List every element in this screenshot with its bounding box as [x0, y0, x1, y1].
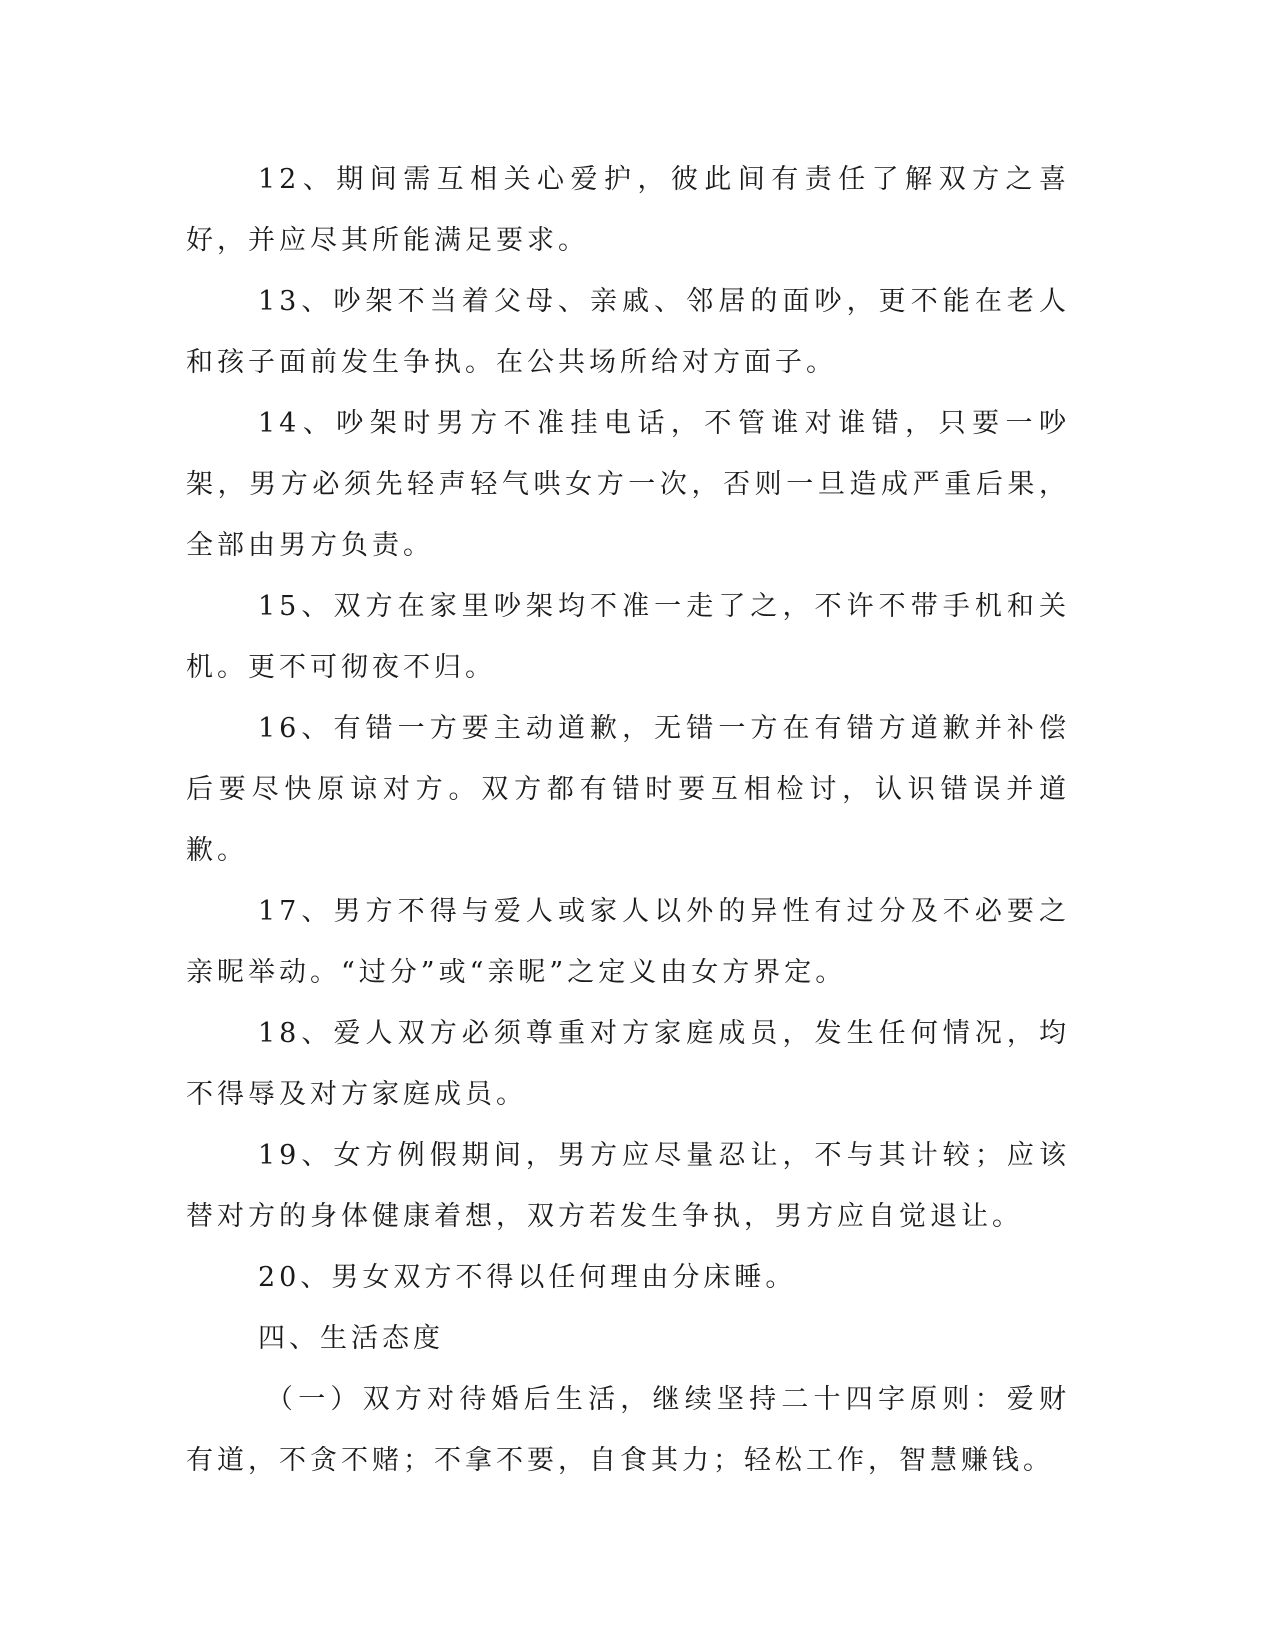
paragraph-item-15: 15、双方在家里吵架均不准一走了之，不许不带手机和关机。更不可彻夜不归。 — [186, 591, 1070, 683]
paragraph-item-16: 16、有错一方要主动道歉，无错一方在有错方道歉并补偿后要尽快原谅对方。双方都有错时要互相检讨，认识错误并道歉。 — [186, 713, 1070, 866]
section-heading-life-attitude: 四、生活态度 — [258, 1323, 444, 1354]
paragraph-item-12: 12、期间需互相关心爱护，彼此间有责任了解双方之喜好，并应尽其所能满足要求。 — [186, 164, 1070, 256]
paragraph-item-18: 18、爱人双方必须尊重对方家庭成员，发生任何情况，均不得辱及对方家庭成员。 — [186, 1018, 1070, 1110]
paragraph-item-13: 13、吵架不当着父母、亲戚、邻居的面吵，更不能在老人和孩子面前发生争执。在公共场所给对方面子。 — [186, 286, 1070, 378]
document-page — [186, 149, 1070, 1491]
paragraph-subsection-1: （一）双方对待婚后生活，继续坚持二十四字原则：爱财有道，不贪不赌；不拿不要，自食其力；轻松工作，智慧赚钱。 — [186, 1384, 1070, 1476]
paragraph-item-19: 19、女方例假期间，男方应尽量忍让，不与其计较；应该替对方的身体健康着想，双方若发生争执，男方应自觉退让。 — [186, 1140, 1070, 1232]
paragraph-item-20: 20、男女双方不得以任何理由分床睡。 — [258, 1262, 797, 1293]
paragraph-item-17: 17、男方不得与爱人或家人以外的异性有过分及不必要之亲昵举动。“过分”或“亲昵”之定义由女方界定。 — [186, 896, 1070, 988]
paragraph-item-14: 14、吵架时男方不准挂电话，不管谁对谁错，只要一吵架，男方必须先轻声轻气哄女方一次，否则一旦造成严重后果，全部由男方负责。 — [186, 408, 1070, 561]
